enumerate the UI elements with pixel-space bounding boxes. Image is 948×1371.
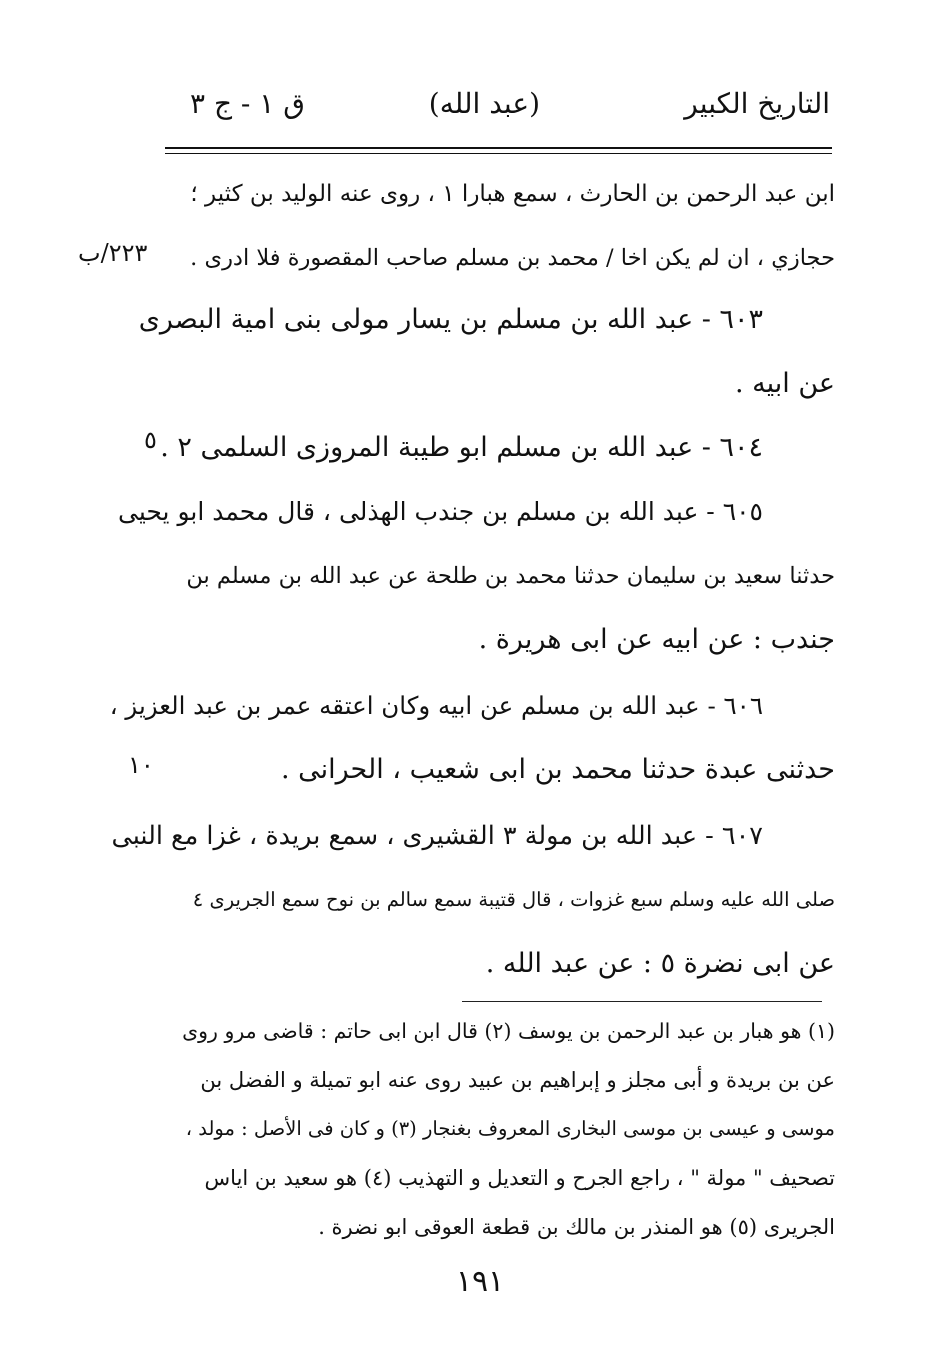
volume-part: ق ١ - ج ٣	[190, 87, 305, 120]
chapter-title: (عبد الله)	[428, 87, 540, 120]
text-line: حدثنى عبدة حدثنا محمد بن ابى شعيب ، الحرانى .	[280, 754, 835, 785]
text-line: عن ابيه .	[734, 368, 835, 399]
entry-605: ٦٠٥ - عبد الله بن مسلم بن جندب الهذلى ، قال محمد ابو يحيى	[118, 497, 763, 526]
footnote-line: تصحيف " مولة " ، راجع الجرح و التعديل و التهذيب (٤) هو سعيد بن اياس	[204, 1166, 835, 1190]
entry-603: ٦٠٣ - عبد الله بن مسلم بن يسار مولى بنى امية البصرى	[138, 304, 763, 335]
entry-606: ٦٠٦ - عبد الله بن مسلم عن ابيه وكان اعتقه عمر بن عبد العزيز ،	[109, 691, 763, 720]
text-line: صلى الله عليه وسلم سبع غزوات ، قال قتيبة سمع سالم بن نوح سمع الجريرى ٤	[192, 888, 835, 911]
header-rule-thin	[165, 153, 832, 154]
line-number-5: ٥	[144, 426, 157, 454]
running-header	[180, 84, 830, 134]
footnote-separator	[462, 1001, 822, 1002]
footnote-line: (١) هو هبار بن عبد الرحمن بن يوسف (٢) قال ابن ابى حاتم : قاضى مرو روى	[182, 1019, 835, 1043]
folio-marker: ٢٢٣/ب	[78, 239, 148, 267]
text-line: حجازي ، ان لم يكن اخا / محمد بن مسلم صاحب المقصورة فلا ادرى .	[190, 245, 835, 271]
page-number: ١٩١	[455, 1264, 505, 1299]
header-rule-thick	[165, 147, 832, 149]
entry-607: ٦٠٧ - عبد الله بن مولة ٣ القشيرى ، سمع بريدة ، غزا مع النبى	[111, 821, 763, 851]
text-line: حدثنا سعيد بن سليمان حدثنا محمد بن طلحة عن عبد الله بن مسلم بن	[186, 563, 835, 589]
footnote-line: موسى و عيسى بن موسى البخارى المعروف بغنجار (٣) و كان فى الأصل : مولد ،	[185, 1117, 835, 1140]
footnote-line: الجريرى (٥) هو المنذر بن مالك بن قطعة العوقى ابو نضرة .	[318, 1215, 835, 1239]
text-line: ابن عبد الرحمن بن الحارث ، سمع هبارا ١ ، روى عنه الوليد بن كثير ؛	[190, 181, 835, 207]
book-title: التاريخ الكبير	[684, 87, 830, 120]
line-number-10: ١٠	[128, 751, 154, 779]
text-line: جندب : عن ابيه عن ابى هريرة .	[478, 624, 835, 655]
text-line: عن ابى نضرة ٥ : عن عبد الله .	[485, 948, 835, 979]
footnote-line: عن بن بريدة و أبى مجلز و إبراهيم بن عبيد روى عنه ابو تميلة و الفضل بن	[200, 1068, 835, 1092]
entry-604: ٦٠٤ - عبد الله بن مسلم ابو طيبة المروزى السلمى ٢ .	[160, 432, 763, 463]
